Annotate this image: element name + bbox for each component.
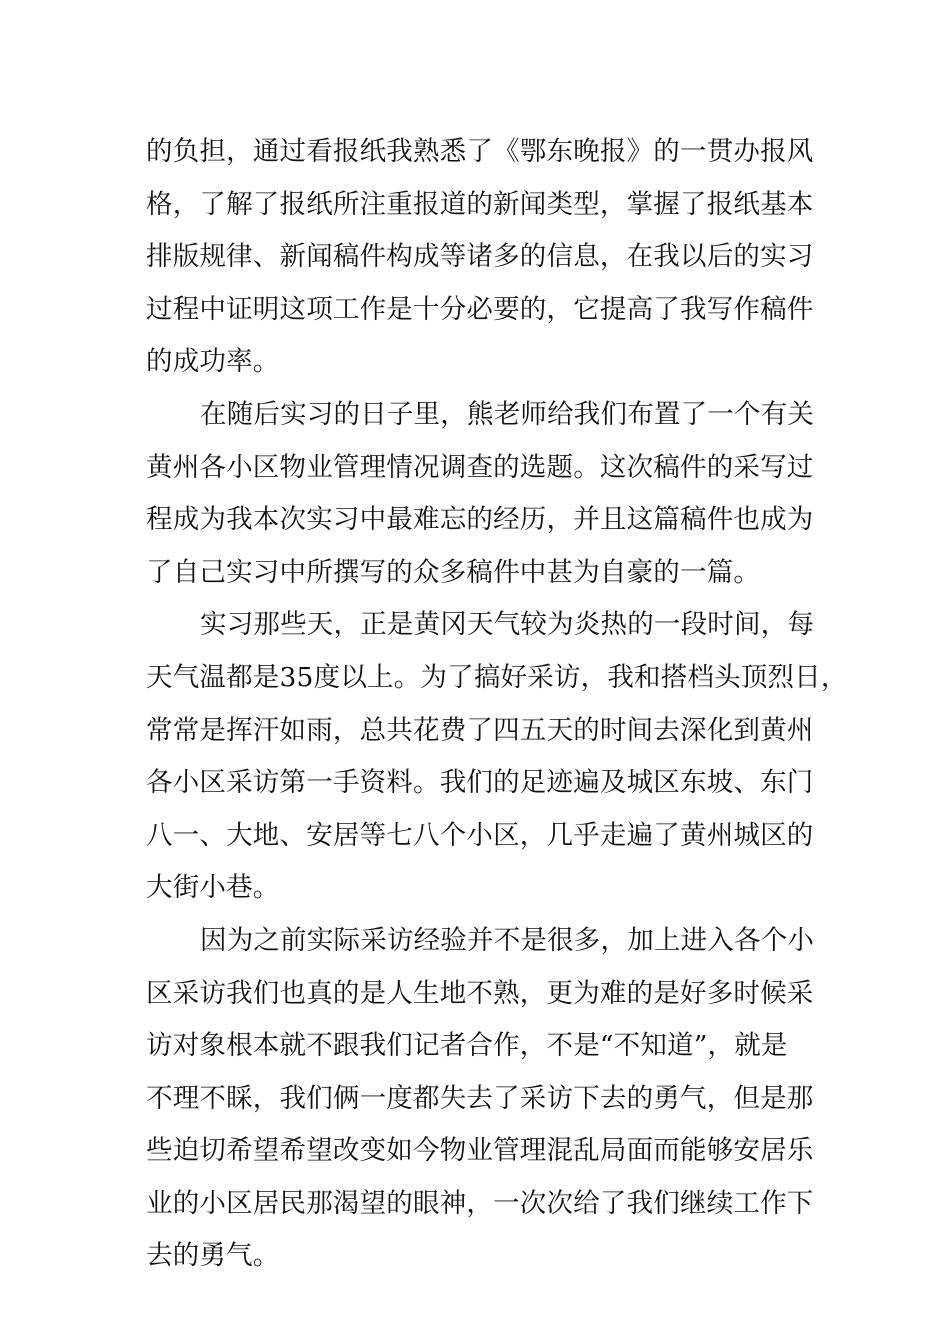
paragraph-2-line-4: 了自己实习中所撰写的众多稿件中甚为自豪的一篇。: [146, 556, 761, 588]
paragraph-2-line-2: 黄州各小区物业管理情况调查的选题。这次稿件的采写过: [146, 451, 814, 483]
paragraph-1-line-1: 的负担，通过看报纸我熟悉了《鄂东晚报》的一贯办报风: [146, 136, 814, 167]
paragraph-1-line-3: 排版规律、新闻稿件构成等诸多的信息，在我以后的实习: [146, 241, 814, 273]
paragraph-3-line-3: 常常是挥汗如雨，总共花费了四五天的时间去深化到黄州: [146, 714, 814, 746]
paragraph-3-line-5: 八一、大地、安居等七八个小区，几乎走遍了黄州城区的: [146, 819, 814, 851]
paragraph-3-line-2: 天气温都是35度以上。为了搞好采访，我和搭档头顶烈日，: [146, 661, 848, 693]
paragraph-4-line-6: 业的小区居民那渴望的眼神，一次次给了我们继续工作下: [146, 1187, 814, 1219]
paragraph-4-line-3: 访对象根本就不跟我们记者合作，不是“不知道”，就是: [146, 1030, 788, 1062]
paragraph-2-line-3: 程成为我本次实习中最难忘的经历，并且这篇稿件也成为: [146, 504, 814, 536]
paragraph-4-line-5: 些迫切希望希望改变如今物业管理混乱局面而能够安居乐: [146, 1135, 814, 1167]
paragraph-3-line-1: 实习那些天，正是黄冈天气较为炎热的一段时间，每: [200, 609, 815, 641]
paragraph-1-line-5: 的成功率。: [146, 346, 280, 378]
paragraph-3-line-4: 各小区采访第一手资料。我们的足迹遍及城区东坡、东门: [146, 767, 814, 799]
paragraph-4-line-4: 不理不睬，我们俩一度都失去了采访下去的勇气，但是那: [146, 1082, 814, 1114]
paragraph-3-line-6: 大街小巷。: [146, 872, 280, 904]
document-body: [146, 126, 848, 1283]
paragraph-1-line-2: 格，了解了报纸所注重报道的新闻类型，掌握了报纸基本: [146, 188, 814, 220]
paragraph-2-line-1: 在随后实习的日子里，熊老师给我们布置了一个有关: [200, 398, 815, 430]
paragraph-4-line-7: 去的勇气。: [146, 1240, 280, 1272]
paragraph-4-line-1: 因为之前实际采访经验并不是很多，加上进入各个小: [200, 924, 815, 956]
paragraph-4-line-2: 区采访我们也真的是人生地不熟，更为难的是好多时候采: [146, 977, 814, 1009]
paragraph-1-line-4: 过程中证明这项工作是十分必要的，它提高了我写作稿件: [146, 293, 814, 325]
